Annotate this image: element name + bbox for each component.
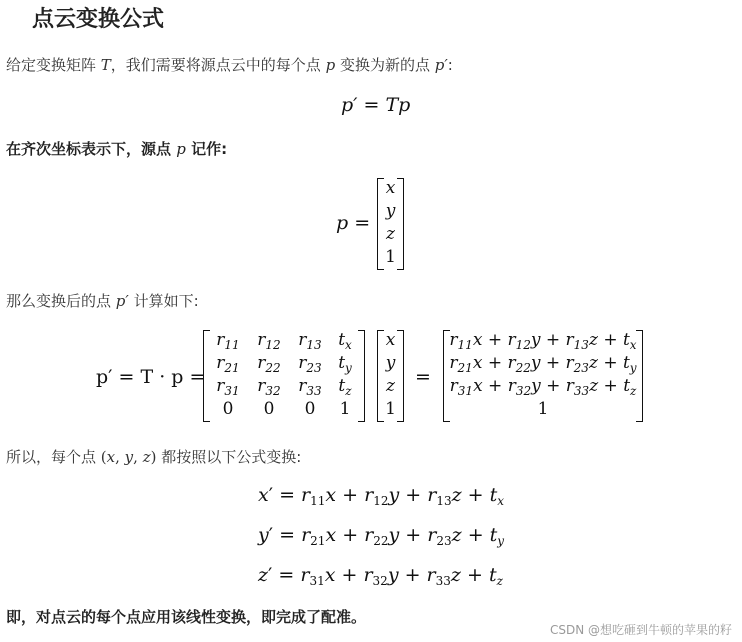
matrix-cell: $r_{21}$	[216, 353, 240, 375]
conclusion-paragraph	[6, 606, 366, 627]
vector-cell: y	[385, 201, 396, 221]
point-coords: (x, y, z)	[100, 448, 157, 466]
calc-text: 那么变换后的点	[6, 292, 116, 310]
vector-cell: y	[385, 353, 396, 373]
sothat-paragraph	[6, 446, 301, 467]
result-cell: 1	[537, 399, 549, 419]
watermark: CSDN @想吃砸到牛顿的苹果的籽	[549, 623, 732, 637]
calc-paragraph	[6, 290, 199, 311]
p-symbol: p	[336, 212, 349, 234]
matrix-cell: $r_{22}$	[257, 353, 281, 375]
equation-p-lhs	[336, 212, 370, 234]
vector-cell: x	[385, 330, 396, 350]
intro-text: ，我们需要将源点云中的每个点	[110, 56, 326, 74]
matrix-cell: 0	[222, 399, 234, 419]
vector-input	[377, 330, 404, 422]
matrix-cell: $r_{12}$	[257, 330, 281, 352]
point-symbol: p	[176, 140, 186, 158]
sothat-text: 都按照以下公式变换:	[156, 448, 302, 466]
transform-matrix	[203, 330, 365, 422]
equation-equals: =	[357, 94, 386, 116]
vector-homogeneous	[377, 178, 404, 270]
vector-cell: z	[386, 224, 395, 244]
matrix-cell: 0	[263, 399, 275, 419]
conclusion-bold: 对点云的每个点应用该线性变换，即完成了配准。	[36, 608, 367, 626]
matrix-cell: $t_z$	[338, 376, 352, 398]
result-cell: $r_{31}x + r_{32}y + r_{33}z + t_z$	[449, 376, 637, 398]
intro-text: :	[447, 56, 453, 74]
intro-paragraph	[6, 54, 453, 75]
matrix-symbol: T	[100, 56, 111, 74]
matrix-cell: $r_{33}$	[298, 376, 322, 398]
matrix-cell: $r_{31}$	[216, 376, 240, 398]
equals: =	[354, 212, 371, 234]
point-symbol: p	[325, 56, 336, 74]
matrix-cell: $r_{32}$	[257, 376, 281, 398]
matrix-cell: $r_{13}$	[298, 330, 322, 352]
matrix-cell: $t_y$	[338, 353, 352, 375]
formula-y: $y' = r_{21}x + r_{22}y + r_{23}z + t_y$	[258, 524, 505, 548]
page-title: 点云变换公式	[32, 7, 165, 32]
vector-cell: z	[386, 376, 395, 396]
equation3-equals: =	[415, 366, 431, 388]
matrix-cell: 0	[304, 399, 316, 419]
intro-text: 变换为新的点	[335, 56, 435, 74]
matrix-cell: $t_x$	[338, 330, 352, 352]
new-point-symbol: p′	[434, 56, 448, 74]
vector-cell: 1	[385, 247, 396, 267]
equation-transform	[341, 94, 410, 116]
intro-text: 给定变换矩阵	[6, 56, 101, 74]
vector-cell: x	[385, 178, 396, 198]
matrix-cell: $r_{23}$	[298, 353, 322, 375]
matrix-cell: $r_{11}$	[216, 330, 240, 352]
homogeneous-text: 记作:	[185, 140, 228, 158]
vector-cell: 1	[385, 399, 396, 419]
formula-z: $z' = r_{31}x + r_{32}y + r_{33}z + t_z$	[258, 564, 503, 588]
matrix-cell: 1	[339, 399, 351, 419]
result-cell: $r_{21}x + r_{22}y + r_{23}z + t_y$	[449, 353, 637, 375]
new-point-symbol: p′	[115, 292, 129, 310]
homogeneous-heading	[6, 138, 227, 159]
homogeneous-text: 在齐次坐标表示下，源点	[6, 140, 177, 158]
conclusion-prefix: 即，	[6, 608, 37, 626]
result-cell: $r_{11}x + r_{12}y + r_{13}z + t_x$	[449, 330, 637, 352]
equation3-lhs: p′ = T · p =	[96, 366, 206, 388]
equation-lhs: p′	[341, 94, 358, 116]
sothat-text: 所以，每个点	[6, 448, 101, 466]
equation-rhs: Tp	[385, 94, 411, 116]
result-vector	[443, 330, 643, 422]
calc-text: 计算如下:	[128, 292, 199, 310]
formula-x: $x' = r_{11}x + r_{12}y + r_{13}z + t_x$	[258, 484, 505, 508]
